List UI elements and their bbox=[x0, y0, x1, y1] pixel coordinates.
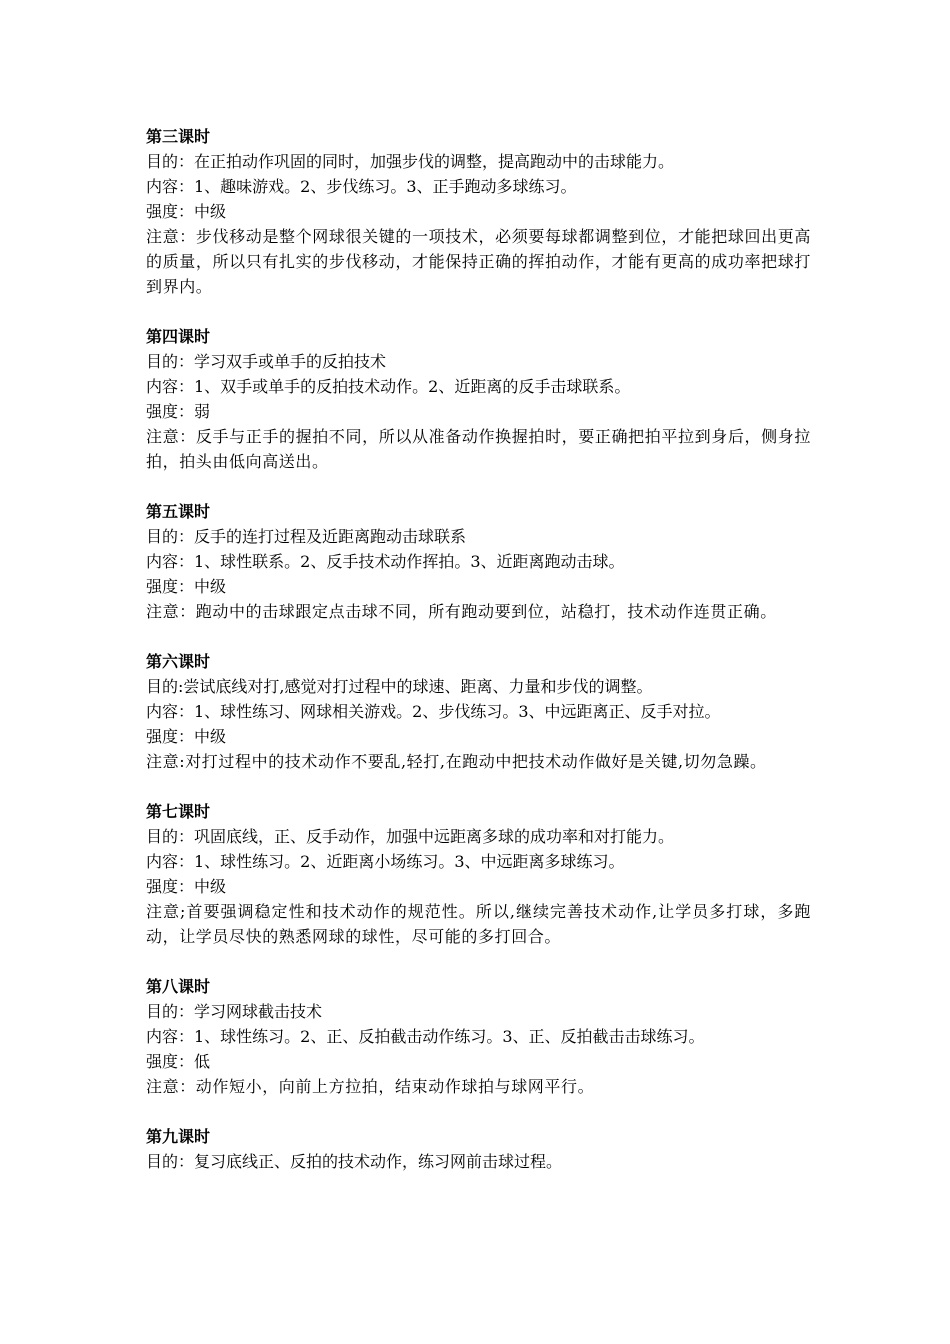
lesson-content: 内容：1、球性练习。2、近距离小场练习。3、中远距离多球练习。 bbox=[146, 852, 625, 871]
lesson-note: 注意;首要强调稳定性和技术动作的规范性。所以,继续完善技术动作,让学员多打球，多跑动，让学员尽快的熟悉网球的球性，尽可能的多打回合。 bbox=[146, 902, 811, 946]
lesson-title: 第四课时 bbox=[146, 327, 211, 346]
lesson-content: 内容：1、球性练习。2、正、反拍截击动作练习。3、正、反拍截击击球练习。 bbox=[146, 1027, 705, 1046]
lesson-section bbox=[146, 649, 811, 774]
lesson-goal: 目的：学习网球截击技术 bbox=[146, 1002, 323, 1021]
lesson-note: 注意:对打过程中的技术动作不要乱,轻打,在跑动中把技术动作做好是关键,切勿急躁。 bbox=[146, 752, 767, 771]
document-body bbox=[146, 124, 811, 1199]
lesson-intensity: 强度：中级 bbox=[146, 577, 227, 596]
lesson-goal: 目的：复习底线正、反拍的技术动作，练习网前击球过程。 bbox=[146, 1152, 563, 1171]
lesson-title: 第八课时 bbox=[146, 977, 211, 996]
lesson-note: 注意：反手与正手的握拍不同，所以从准备动作换握拍时，要正确把拍平拉到身后，侧身拉拍，拍头由低向高送出。 bbox=[146, 427, 811, 471]
lesson-goal: 目的：学习双手或单手的反拍技术 bbox=[146, 352, 387, 371]
lesson-goal: 目的：在正拍动作巩固的同时，加强步伐的调整，提高跑动中的击球能力。 bbox=[146, 152, 675, 171]
lesson-note: 注意：动作短小，向前上方拉拍，结束动作球拍与球网平行。 bbox=[146, 1077, 595, 1096]
lesson-content: 内容：1、双手或单手的反拍技术动作。2、近距离的反手击球联系。 bbox=[146, 377, 631, 396]
lesson-title: 第五课时 bbox=[146, 502, 211, 521]
lesson-section bbox=[146, 1124, 811, 1174]
lesson-intensity: 强度：弱 bbox=[146, 402, 211, 421]
lesson-intensity: 强度：低 bbox=[146, 1052, 211, 1071]
lesson-goal: 目的:尝试底线对打,感觉对打过程中的球速、距离、力量和步伐的调整。 bbox=[146, 677, 653, 696]
lesson-goal: 目的：巩固底线，正、反手动作，加强中远距离多球的成功率和对打能力。 bbox=[146, 827, 675, 846]
lesson-title: 第七课时 bbox=[146, 802, 211, 821]
lesson-content: 内容：1、球性联系。2、反手技术动作挥拍。3、近距离跑动击球。 bbox=[146, 552, 625, 571]
lesson-section bbox=[146, 324, 811, 474]
lesson-title: 第九课时 bbox=[146, 1127, 211, 1146]
lesson-intensity: 强度：中级 bbox=[146, 877, 227, 896]
lesson-intensity: 强度：中级 bbox=[146, 727, 227, 746]
lesson-section bbox=[146, 499, 811, 624]
lesson-note: 注意：跑动中的击球跟定点击球不同，所有跑动要到位，站稳打，技术动作连贯正确。 bbox=[146, 602, 777, 621]
lesson-title: 第六课时 bbox=[146, 652, 211, 671]
lesson-section bbox=[146, 974, 811, 1099]
lesson-content: 内容：1、球性练习、网球相关游戏。2、步伐练习。3、中远距离正、反手对拉。 bbox=[146, 702, 721, 721]
lesson-section bbox=[146, 799, 811, 949]
lesson-goal: 目的：反手的连打过程及近距离跑动击球联系 bbox=[146, 527, 467, 546]
lesson-title: 第三课时 bbox=[146, 127, 211, 146]
lesson-intensity: 强度：中级 bbox=[146, 202, 227, 221]
lesson-section bbox=[146, 124, 811, 299]
lesson-content: 内容：1、趣味游戏。2、步伐练习。3、正手跑动多球练习。 bbox=[146, 177, 577, 196]
lesson-note: 注意：步伐移动是整个网球很关键的一项技术，必须要每球都调整到位，才能把球回出更高的质量，所以只有扎实的步伐移动，才能保持正确的挥拍动作，才能有更高的成功率把球打到界内。 bbox=[146, 227, 811, 296]
